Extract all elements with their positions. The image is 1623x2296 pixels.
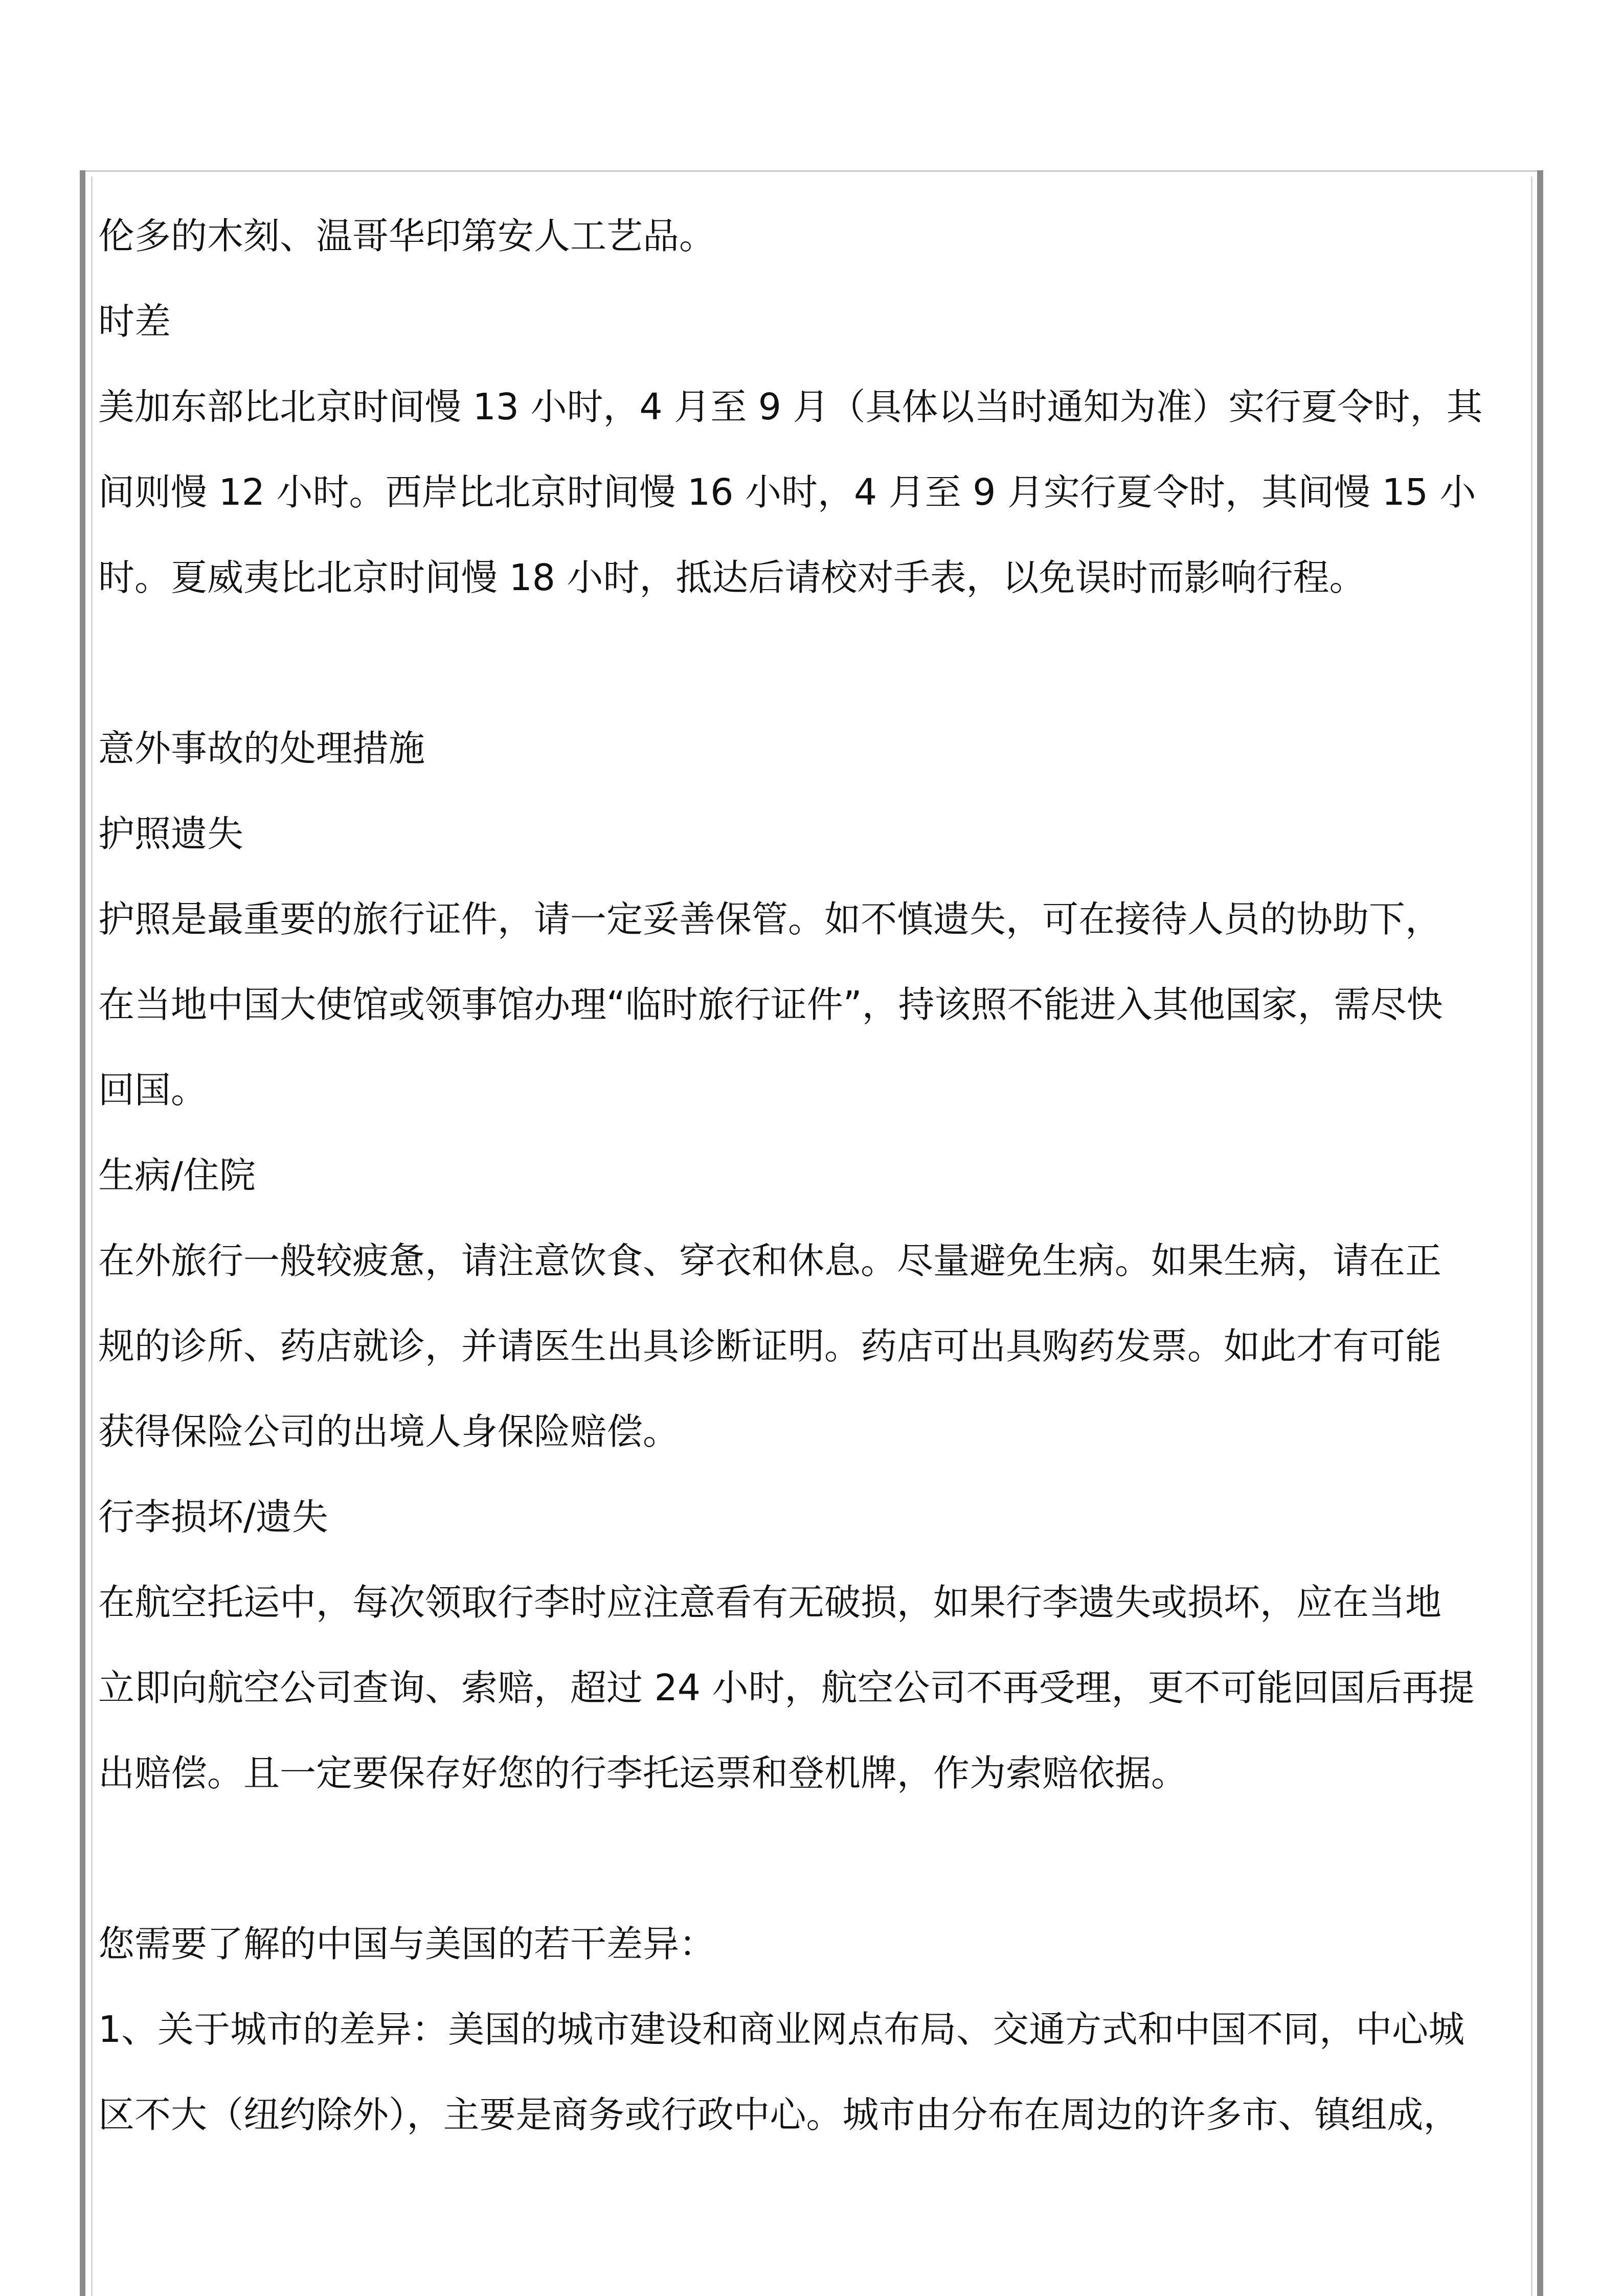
text-line: 区不大（纽约除外），主要是商务或行政中心。城市由分布在周边的许多市、镇组成， bbox=[98, 2094, 1460, 2136]
text-line: 立即向航空公司查询、索赔，超过 24 小时，航空公司不再受理，更不可能回国后再提 bbox=[98, 1667, 1475, 1709]
text-line: 在外旅行一般较疲惫，请注意饮食、穿衣和休息。尽量避免生病。如果生病，请在正 bbox=[98, 1240, 1442, 1282]
table-left-border bbox=[80, 170, 85, 2296]
text-line: 在航空托运中，每次领取行李时应注意看有无破损，如果行李遗失或损坏，应在当地 bbox=[98, 1581, 1442, 1624]
subheading-luggage: 行李损坏/遗失 bbox=[98, 1496, 328, 1538]
text-line: 回国。 bbox=[98, 1069, 208, 1111]
text-line: 时。夏威夷比北京时间慢 18 小时，抵达后请校对手表，以免误时而影响行程。 bbox=[98, 556, 1366, 599]
table-right-border bbox=[1537, 170, 1543, 2296]
text-line: 规的诊所、药店就诊，并请医生出具诊断证明。药店可出具购药发票。如此才有可能 bbox=[98, 1325, 1442, 1367]
document-body bbox=[98, 208, 1535, 2172]
text-line: 间则慢 12 小时。西岸比北京时间慢 16 小时，4 月至 9 月实行夏令时，其间慢 15 小 bbox=[98, 471, 1476, 513]
text-line: 美加东部比北京时间慢 13 小时，4 月至 9 月（具体以当时通知为准）实行夏令时，其 bbox=[98, 386, 1483, 428]
text-line: 在当地中国大使馆或领事馆办理“临时旅行证件”，持该照不能进入其他国家，需尽快 bbox=[98, 983, 1443, 1026]
blank-line bbox=[98, 635, 1535, 721]
blank-line bbox=[98, 1831, 1535, 1916]
table-left-inner-border bbox=[91, 176, 93, 2296]
text-line: 1、关于城市的差异：美国的城市建设和商业网点布局、交通方式和中国不同，中心城 bbox=[98, 2008, 1465, 2051]
subheading-illness: 生病/住院 bbox=[98, 1154, 256, 1197]
text-line: 伦多的木刻、温哥华印第安人工艺品。 bbox=[98, 215, 716, 257]
section-heading-accidents: 意外事故的处理措施 bbox=[98, 727, 425, 770]
table-top-border bbox=[80, 170, 1543, 172]
text-line: 护照是最重要的旅行证件，请一定妥善保管。如不慎遗失，可在接待人员的协助下， bbox=[98, 898, 1442, 940]
section-heading-differences: 您需要了解的中国与美国的若干差异： bbox=[98, 1923, 716, 1965]
text-line: 出赔偿。且一定要保存好您的行李托运票和登机牌，作为索赔依据。 bbox=[98, 1752, 1188, 1794]
text-line: 获得保险公司的出境人身保险赔偿。 bbox=[98, 1410, 680, 1453]
subheading-passport-lost: 护照遗失 bbox=[98, 813, 244, 855]
section-heading-time-difference: 时差 bbox=[98, 300, 171, 343]
